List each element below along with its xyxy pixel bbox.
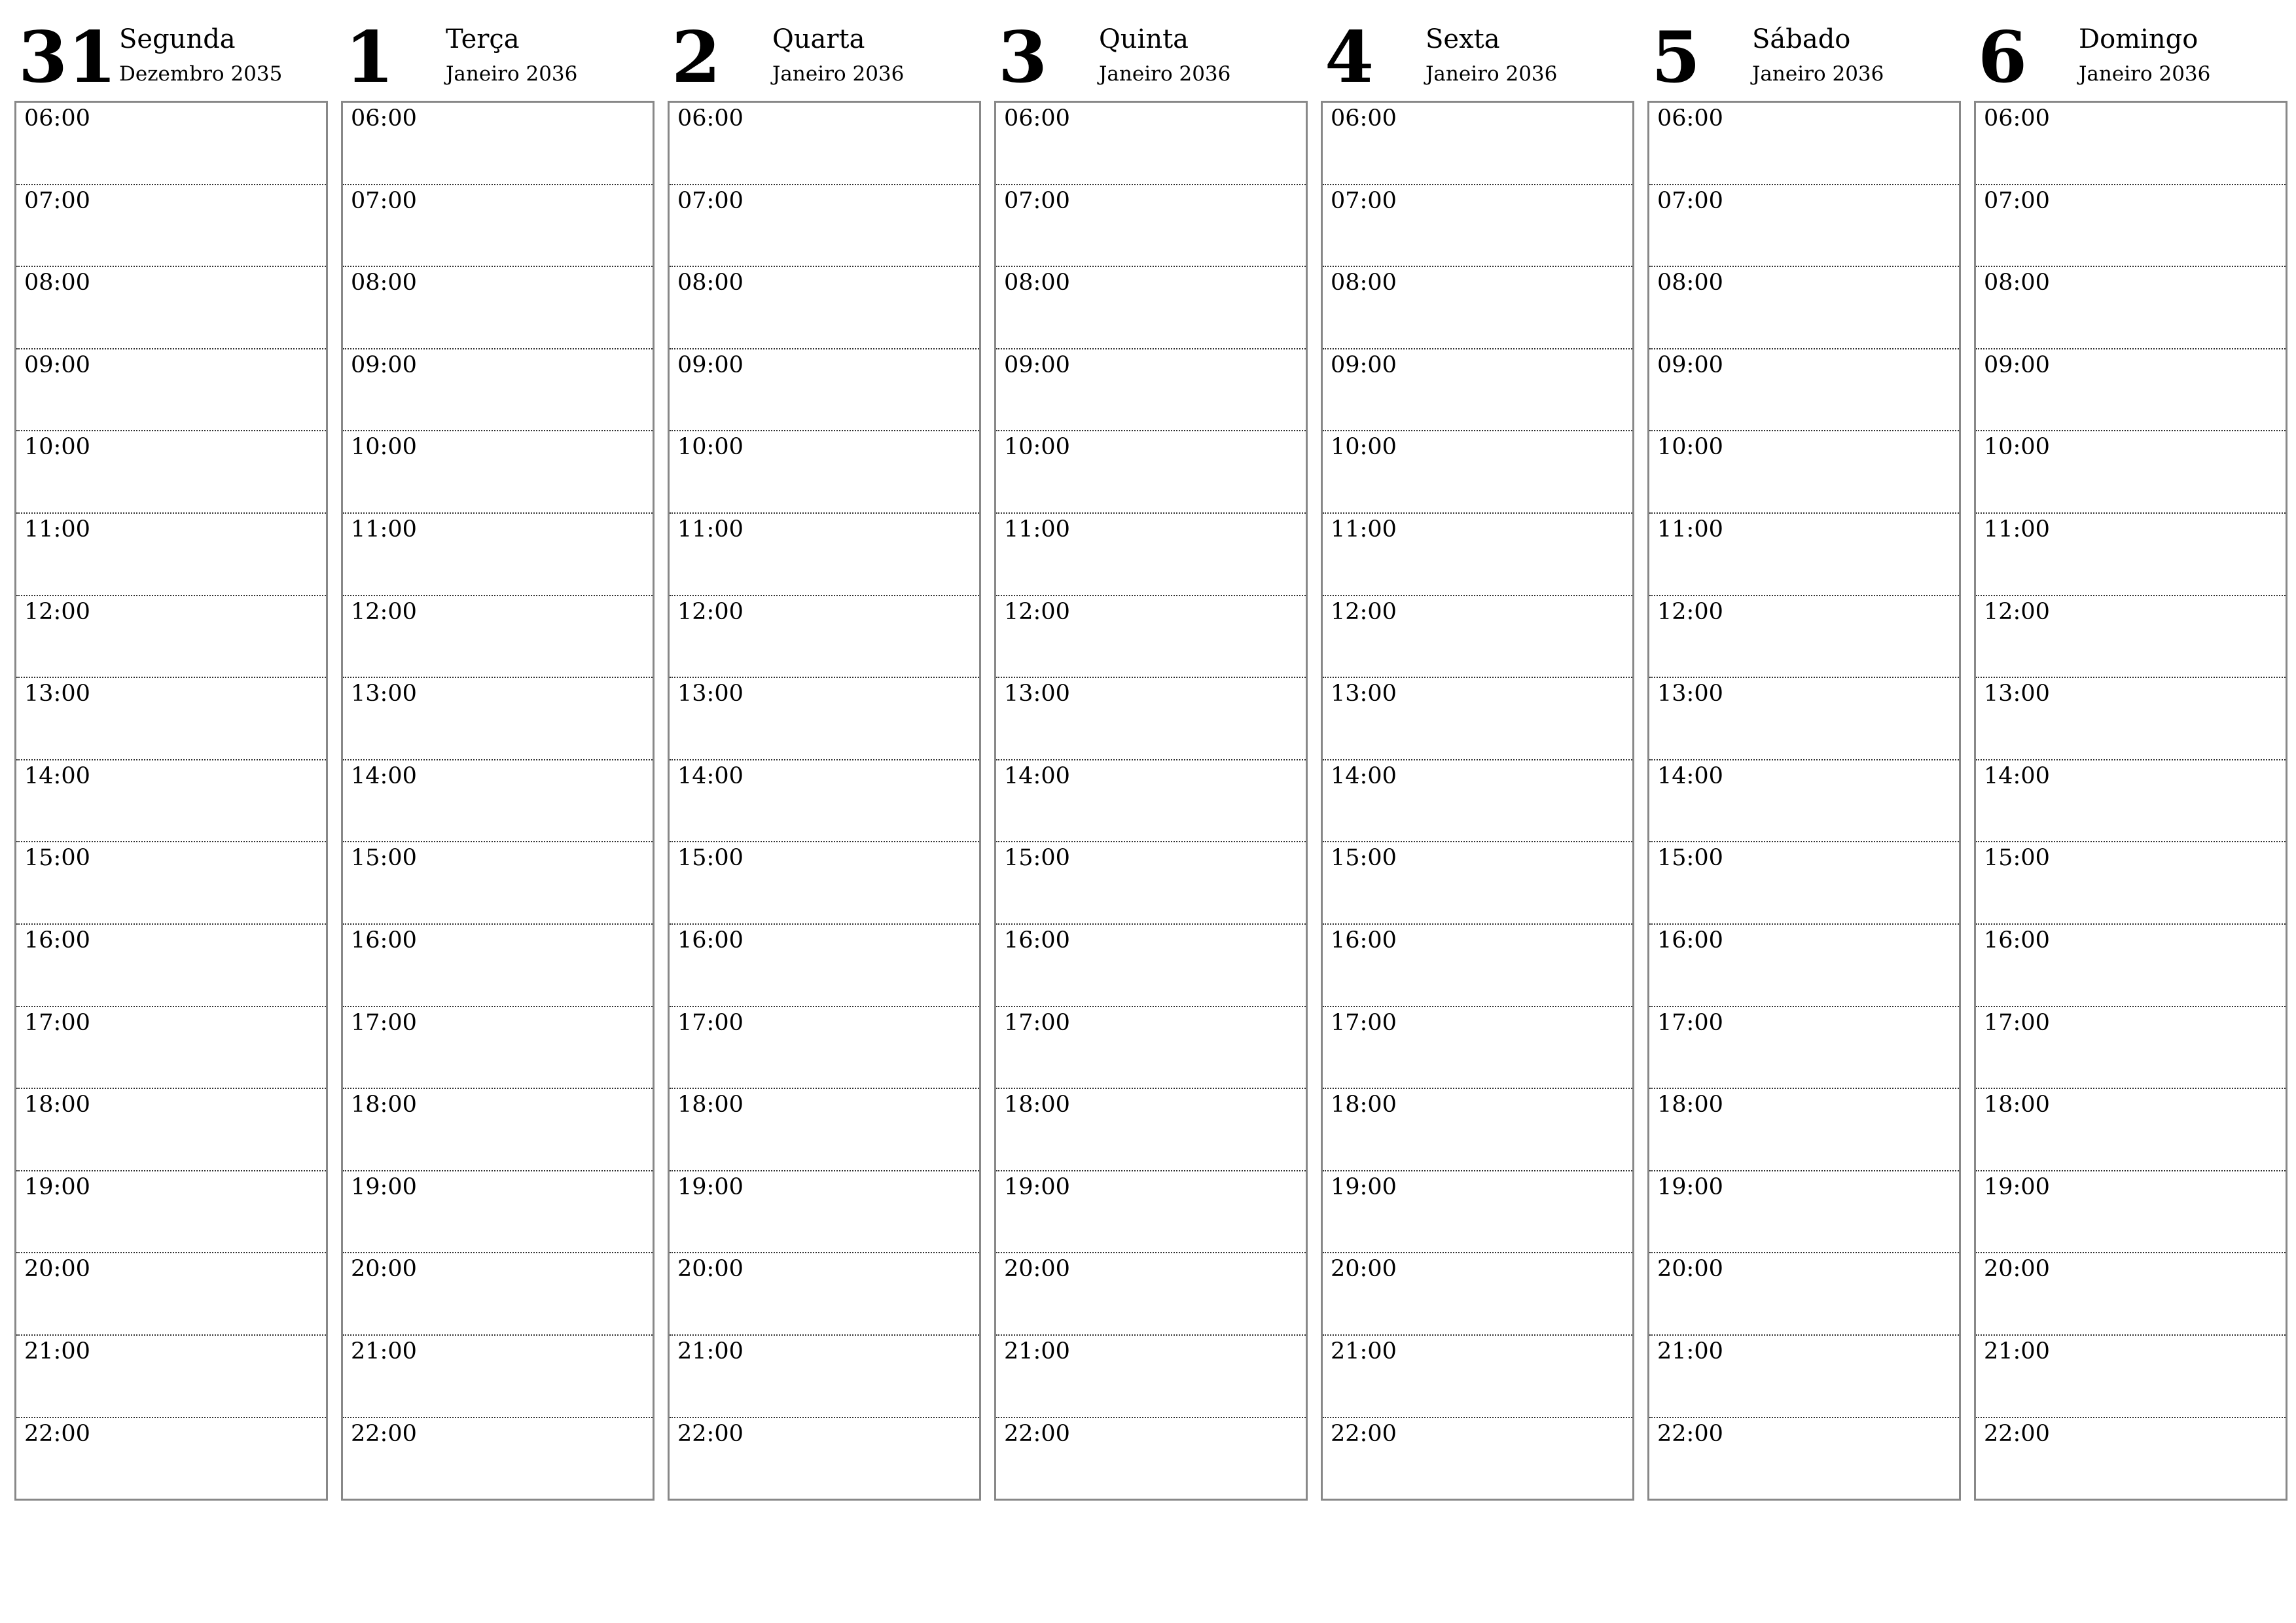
hour-label: 15:00 xyxy=(351,845,417,872)
hour-slot xyxy=(16,678,326,760)
hour-slot xyxy=(16,267,326,349)
hour-label: 07:00 xyxy=(1984,187,2050,214)
day-column xyxy=(1321,16,1634,1501)
weekday-name: Terça xyxy=(446,24,520,54)
month-year: Dezembro 2035 xyxy=(119,62,283,86)
hour-label: 11:00 xyxy=(1331,516,1397,543)
hour-slot xyxy=(670,1171,979,1254)
hour-slot xyxy=(996,185,1306,268)
hour-slot xyxy=(343,267,653,349)
hour-slot xyxy=(670,267,979,349)
hour-label: 07:00 xyxy=(1331,187,1397,214)
hour-label: 19:00 xyxy=(24,1173,90,1200)
hour-slot xyxy=(1323,185,1632,268)
hour-slot xyxy=(1976,1253,2286,1336)
hour-label: 17:00 xyxy=(24,1009,90,1036)
day-number: 31 xyxy=(18,16,117,99)
hour-slot xyxy=(1649,1171,1959,1254)
hour-label: 08:00 xyxy=(1984,270,2050,296)
hour-slot xyxy=(1976,842,2286,925)
hour-slot xyxy=(1976,431,2286,514)
hour-label: 11:00 xyxy=(24,516,90,543)
hour-label: 21:00 xyxy=(1331,1338,1397,1364)
hour-slot xyxy=(670,1007,979,1090)
hour-slot xyxy=(1323,514,1632,596)
hour-slot xyxy=(1649,760,1959,843)
hour-slot xyxy=(1649,1418,1959,1499)
hour-label: 21:00 xyxy=(677,1338,744,1364)
hour-label: 09:00 xyxy=(1984,351,2050,378)
hour-slot xyxy=(16,842,326,925)
hour-slot xyxy=(343,1336,653,1418)
hour-label: 22:00 xyxy=(1657,1420,1723,1447)
day-column xyxy=(1647,16,1961,1501)
weekly-planner xyxy=(14,16,2288,1501)
hour-label: 19:00 xyxy=(1657,1173,1723,1200)
day-header xyxy=(1321,16,1634,101)
hour-label: 12:00 xyxy=(1331,598,1397,625)
hour-slot xyxy=(670,1253,979,1336)
hour-label: 20:00 xyxy=(1004,1256,1070,1283)
month-year: Janeiro 2036 xyxy=(1099,62,1231,86)
hour-label: 13:00 xyxy=(351,681,417,707)
hour-label: 17:00 xyxy=(1004,1009,1070,1036)
hour-label: 19:00 xyxy=(677,1173,744,1200)
hour-slot xyxy=(16,1418,326,1499)
hour-label: 19:00 xyxy=(351,1173,417,1200)
hour-slot xyxy=(1976,1089,2286,1171)
hour-label: 15:00 xyxy=(1331,845,1397,872)
hour-slot xyxy=(343,925,653,1007)
hour-slot xyxy=(16,1089,326,1171)
hour-label: 18:00 xyxy=(351,1092,417,1118)
hour-slot xyxy=(1323,431,1632,514)
hour-label: 09:00 xyxy=(351,351,417,378)
hour-slot xyxy=(670,431,979,514)
hour-slot xyxy=(343,1418,653,1499)
hour-slot xyxy=(996,596,1306,679)
hour-label: 16:00 xyxy=(677,927,744,954)
hour-slot xyxy=(1976,760,2286,843)
day-column xyxy=(1974,16,2287,1501)
hour-slot xyxy=(670,760,979,843)
hour-slot xyxy=(1649,349,1959,432)
hour-grid xyxy=(1974,101,2287,1501)
hour-slot xyxy=(996,267,1306,349)
hour-label: 15:00 xyxy=(677,845,744,872)
hour-label: 17:00 xyxy=(1331,1009,1397,1036)
hour-slot xyxy=(1323,1089,1632,1171)
hour-label: 11:00 xyxy=(351,516,417,543)
hour-slot xyxy=(1976,925,2286,1007)
hour-label: 08:00 xyxy=(1004,270,1070,296)
hour-slot xyxy=(1649,1336,1959,1418)
hour-label: 07:00 xyxy=(677,187,744,214)
hour-slot xyxy=(343,185,653,268)
hour-slot xyxy=(343,1171,653,1254)
hour-slot xyxy=(1976,1336,2286,1418)
hour-slot xyxy=(1976,349,2286,432)
hour-label: 20:00 xyxy=(24,1256,90,1283)
day-header xyxy=(994,16,1308,101)
weekday-name: Quarta xyxy=(772,24,865,54)
hour-label: 13:00 xyxy=(1004,681,1070,707)
hour-label: 16:00 xyxy=(24,927,90,954)
day-column xyxy=(994,16,1308,1501)
day-header xyxy=(14,16,328,101)
hour-label: 06:00 xyxy=(1331,105,1397,132)
hour-label: 06:00 xyxy=(1984,105,2050,132)
hour-slot xyxy=(670,514,979,596)
hour-slot xyxy=(343,103,653,185)
weekday-name: Domingo xyxy=(2079,24,2198,54)
hour-label: 14:00 xyxy=(24,762,90,789)
hour-label: 17:00 xyxy=(677,1009,744,1036)
hour-label: 10:00 xyxy=(1331,434,1397,461)
hour-label: 11:00 xyxy=(1657,516,1723,543)
hour-label: 08:00 xyxy=(677,270,744,296)
hour-label: 17:00 xyxy=(1657,1009,1723,1036)
hour-label: 18:00 xyxy=(1657,1092,1723,1118)
hour-slot xyxy=(343,678,653,760)
hour-label: 09:00 xyxy=(1331,351,1397,378)
hour-slot xyxy=(16,185,326,268)
hour-grid xyxy=(994,101,1308,1501)
hour-label: 22:00 xyxy=(1984,1420,2050,1447)
hour-grid xyxy=(1321,101,1634,1501)
hour-label: 16:00 xyxy=(1004,927,1070,954)
hour-slot xyxy=(1649,267,1959,349)
day-column xyxy=(341,16,655,1501)
hour-label: 22:00 xyxy=(677,1420,744,1447)
hour-label: 06:00 xyxy=(1657,105,1723,132)
hour-label: 09:00 xyxy=(24,351,90,378)
hour-label: 06:00 xyxy=(351,105,417,132)
hour-label: 18:00 xyxy=(1331,1092,1397,1118)
hour-slot xyxy=(670,842,979,925)
hour-slot xyxy=(16,596,326,679)
hour-label: 10:00 xyxy=(24,434,90,461)
hour-label: 09:00 xyxy=(677,351,744,378)
hour-slot xyxy=(996,925,1306,1007)
hour-label: 15:00 xyxy=(24,845,90,872)
hour-slot xyxy=(1976,185,2286,268)
weekday-name: Quinta xyxy=(1099,24,1189,54)
hour-label: 06:00 xyxy=(24,105,90,132)
hour-label: 13:00 xyxy=(1657,681,1723,707)
hour-label: 11:00 xyxy=(677,516,744,543)
month-year: Janeiro 2036 xyxy=(2079,62,2211,86)
hour-label: 14:00 xyxy=(1004,762,1070,789)
hour-label: 10:00 xyxy=(351,434,417,461)
hour-slot xyxy=(996,431,1306,514)
hour-slot xyxy=(343,760,653,843)
hour-slot xyxy=(670,349,979,432)
hour-label: 08:00 xyxy=(1331,270,1397,296)
hour-slot xyxy=(996,760,1306,843)
hour-label: 21:00 xyxy=(1984,1338,2050,1364)
day-number: 4 xyxy=(1325,16,1374,99)
day-number: 6 xyxy=(1978,16,2028,99)
hour-label: 20:00 xyxy=(1657,1256,1723,1283)
month-year: Janeiro 2036 xyxy=(772,62,905,86)
hour-slot xyxy=(16,925,326,1007)
hour-label: 08:00 xyxy=(351,270,417,296)
hour-slot xyxy=(343,1253,653,1336)
hour-grid xyxy=(668,101,981,1501)
hour-label: 18:00 xyxy=(677,1092,744,1118)
hour-label: 12:00 xyxy=(677,598,744,625)
hour-slot xyxy=(1976,514,2286,596)
day-header xyxy=(1974,16,2287,101)
hour-label: 14:00 xyxy=(351,762,417,789)
hour-label: 13:00 xyxy=(677,681,744,707)
hour-label: 15:00 xyxy=(1984,845,2050,872)
hour-slot xyxy=(1649,678,1959,760)
hour-label: 09:00 xyxy=(1657,351,1723,378)
hour-label: 22:00 xyxy=(24,1420,90,1447)
hour-label: 11:00 xyxy=(1984,516,2050,543)
month-year: Janeiro 2036 xyxy=(446,62,578,86)
weekday-name: Segunda xyxy=(119,24,236,54)
hour-label: 11:00 xyxy=(1004,516,1070,543)
hour-slot xyxy=(1649,185,1959,268)
hour-label: 22:00 xyxy=(1331,1420,1397,1447)
hour-slot xyxy=(996,514,1306,596)
hour-slot xyxy=(1323,1253,1632,1336)
hour-label: 06:00 xyxy=(677,105,744,132)
hour-slot xyxy=(670,103,979,185)
hour-label: 07:00 xyxy=(1657,187,1723,214)
hour-label: 21:00 xyxy=(1657,1338,1723,1364)
hour-label: 07:00 xyxy=(1004,187,1070,214)
hour-label: 10:00 xyxy=(1004,434,1070,461)
hour-label: 22:00 xyxy=(1004,1420,1070,1447)
hour-label: 19:00 xyxy=(1984,1173,2050,1200)
hour-label: 10:00 xyxy=(1657,434,1723,461)
hour-label: 08:00 xyxy=(24,270,90,296)
day-number: 1 xyxy=(345,16,395,99)
hour-slot xyxy=(343,349,653,432)
hour-slot xyxy=(16,1171,326,1254)
hour-slot xyxy=(996,678,1306,760)
hour-label: 22:00 xyxy=(351,1420,417,1447)
hour-label: 13:00 xyxy=(1331,681,1397,707)
hour-slot xyxy=(1323,267,1632,349)
hour-slot xyxy=(16,431,326,514)
hour-grid xyxy=(341,101,655,1501)
hour-slot xyxy=(1649,514,1959,596)
hour-label: 12:00 xyxy=(1657,598,1723,625)
hour-slot xyxy=(1323,1418,1632,1499)
hour-slot xyxy=(1649,596,1959,679)
hour-label: 14:00 xyxy=(1984,762,2050,789)
hour-label: 16:00 xyxy=(1657,927,1723,954)
day-header xyxy=(1647,16,1961,101)
day-column xyxy=(668,16,981,1501)
hour-slot xyxy=(670,596,979,679)
hour-label: 12:00 xyxy=(24,598,90,625)
hour-slot xyxy=(1649,1253,1959,1336)
hour-label: 21:00 xyxy=(1004,1338,1070,1364)
hour-label: 17:00 xyxy=(351,1009,417,1036)
hour-slot xyxy=(670,1089,979,1171)
weekday-name: Sábado xyxy=(1752,24,1851,54)
hour-label: 14:00 xyxy=(677,762,744,789)
hour-slot xyxy=(1976,1418,2286,1499)
hour-slot xyxy=(1323,925,1632,1007)
hour-label: 17:00 xyxy=(1984,1009,2050,1036)
hour-label: 14:00 xyxy=(1657,762,1723,789)
hour-slot xyxy=(996,1171,1306,1254)
hour-slot xyxy=(1323,1336,1632,1418)
hour-slot xyxy=(1649,925,1959,1007)
hour-slot xyxy=(16,1007,326,1090)
hour-label: 18:00 xyxy=(24,1092,90,1118)
hour-slot xyxy=(1323,760,1632,843)
day-header xyxy=(341,16,655,101)
hour-slot xyxy=(1976,103,2286,185)
hour-slot xyxy=(16,1336,326,1418)
hour-slot xyxy=(1323,678,1632,760)
hour-label: 18:00 xyxy=(1984,1092,2050,1118)
hour-slot xyxy=(343,514,653,596)
hour-slot xyxy=(996,103,1306,185)
hour-slot xyxy=(1976,596,2286,679)
hour-slot xyxy=(16,1253,326,1336)
hour-label: 12:00 xyxy=(1984,598,2050,625)
hour-slot xyxy=(343,1089,653,1171)
hour-slot xyxy=(16,103,326,185)
hour-slot xyxy=(343,1007,653,1090)
hour-slot xyxy=(1649,431,1959,514)
hour-label: 08:00 xyxy=(1657,270,1723,296)
hour-slot xyxy=(670,185,979,268)
hour-label: 13:00 xyxy=(24,681,90,707)
hour-slot xyxy=(1323,596,1632,679)
day-column xyxy=(14,16,328,1501)
hour-slot xyxy=(1323,103,1632,185)
hour-slot xyxy=(996,1253,1306,1336)
month-year: Janeiro 2036 xyxy=(1752,62,1884,86)
month-year: Janeiro 2036 xyxy=(1426,62,1558,86)
hour-label: 10:00 xyxy=(1984,434,2050,461)
hour-slot xyxy=(343,596,653,679)
hour-slot xyxy=(996,842,1306,925)
hour-label: 18:00 xyxy=(1004,1092,1070,1118)
hour-slot xyxy=(996,1007,1306,1090)
hour-label: 20:00 xyxy=(1331,1256,1397,1283)
hour-label: 20:00 xyxy=(677,1256,744,1283)
hour-slot xyxy=(1976,678,2286,760)
hour-slot xyxy=(1976,1171,2286,1254)
hour-label: 20:00 xyxy=(1984,1256,2050,1283)
hour-slot xyxy=(996,1336,1306,1418)
hour-label: 07:00 xyxy=(24,187,90,214)
hour-slot xyxy=(996,349,1306,432)
hour-slot xyxy=(1976,267,2286,349)
hour-slot xyxy=(996,1089,1306,1171)
hour-label: 16:00 xyxy=(1984,927,2050,954)
hour-slot xyxy=(16,760,326,843)
hour-label: 06:00 xyxy=(1004,105,1070,132)
hour-label: 20:00 xyxy=(351,1256,417,1283)
hour-grid xyxy=(1647,101,1961,1501)
hour-slot xyxy=(16,349,326,432)
hour-slot xyxy=(1323,1007,1632,1090)
hour-slot xyxy=(1976,1007,2286,1090)
hour-slot xyxy=(16,514,326,596)
hour-label: 14:00 xyxy=(1331,762,1397,789)
hour-label: 13:00 xyxy=(1984,681,2050,707)
hour-slot xyxy=(1649,103,1959,185)
hour-slot xyxy=(670,678,979,760)
hour-label: 10:00 xyxy=(677,434,744,461)
weekday-name: Sexta xyxy=(1426,24,1500,54)
hour-slot xyxy=(670,925,979,1007)
hour-label: 19:00 xyxy=(1004,1173,1070,1200)
day-number: 5 xyxy=(1651,16,1701,99)
hour-slot xyxy=(670,1418,979,1499)
hour-slot xyxy=(343,431,653,514)
hour-slot xyxy=(1649,842,1959,925)
hour-slot xyxy=(1323,349,1632,432)
hour-label: 12:00 xyxy=(351,598,417,625)
hour-label: 16:00 xyxy=(351,927,417,954)
day-number: 2 xyxy=(672,16,721,99)
hour-grid xyxy=(14,101,328,1501)
hour-label: 15:00 xyxy=(1657,845,1723,872)
hour-slot xyxy=(1323,1171,1632,1254)
day-header xyxy=(668,16,981,101)
hour-label: 15:00 xyxy=(1004,845,1070,872)
hour-slot xyxy=(1649,1089,1959,1171)
hour-label: 16:00 xyxy=(1331,927,1397,954)
hour-label: 12:00 xyxy=(1004,598,1070,625)
hour-label: 19:00 xyxy=(1331,1173,1397,1200)
hour-label: 21:00 xyxy=(24,1338,90,1364)
hour-label: 09:00 xyxy=(1004,351,1070,378)
hour-slot xyxy=(1649,1007,1959,1090)
hour-label: 07:00 xyxy=(351,187,417,214)
hour-slot xyxy=(670,1336,979,1418)
hour-label: 21:00 xyxy=(351,1338,417,1364)
hour-slot xyxy=(996,1418,1306,1499)
day-number: 3 xyxy=(998,16,1048,99)
hour-slot xyxy=(1323,842,1632,925)
hour-slot xyxy=(343,842,653,925)
